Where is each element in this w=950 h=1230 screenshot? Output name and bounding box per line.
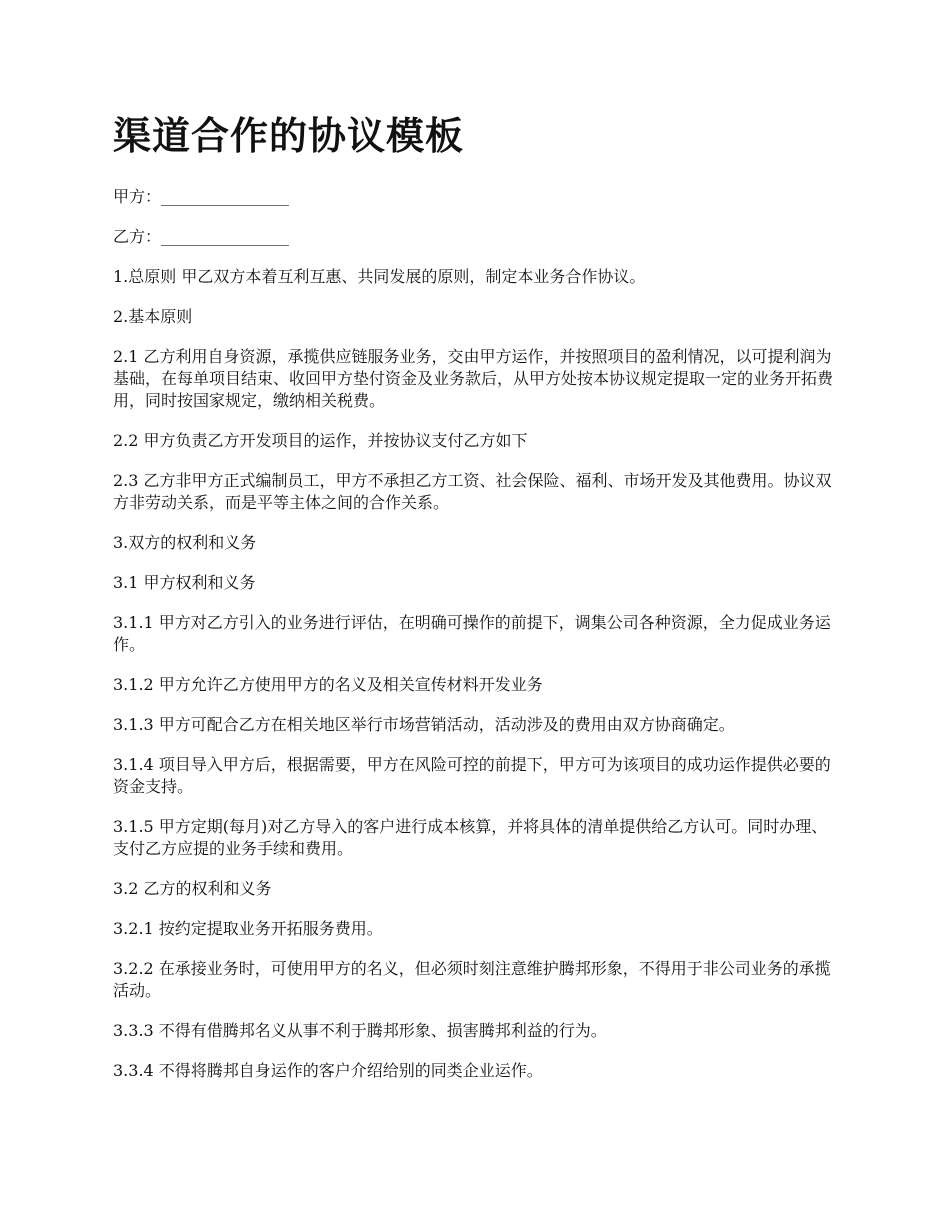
clause-3-1-5: 3.1.5 甲方定期(每月)对乙方导入的客户进行成本核算，并将具体的清单提供给乙方认可。同时办理、支付乙方应提的业务手续和费用。: [113, 817, 828, 858]
clause-1-general-principle: 1.总原则 甲乙双方本着互利互惠、共同发展的原则，制定本业务合作协议。: [113, 267, 646, 286]
document-title: 渠道合作的协议模板: [113, 113, 465, 158]
clause-2-2: 2.2 甲方负责乙方开发项目的运作，并按协议支付乙方如下: [113, 431, 528, 450]
clause-2-1: 2.1 乙方利用自身资源，承揽供应链服务业务，交由甲方运作，并按照项目的盈利情况，以可提利润为基础，在每单项目结束、收回甲方垫付资金及业务款后，从甲方处按本协议规定提取一定的业务开拓费用，同时按国家规定，缴纳相关税费。: [113, 347, 834, 410]
clause-3-1-2: 3.1.2 甲方允许乙方使用甲方的名义及相关宣传材料开发业务: [113, 675, 543, 694]
party-b-line: 乙方：________________: [113, 227, 290, 246]
section-3-heading: 3.双方的权利和义务: [113, 533, 257, 552]
clause-3-1-3: 3.1.3 甲方可配合乙方在相关地区举行市场营销活动，活动涉及的费用由双方协商确定。: [113, 715, 735, 734]
clause-3-1-4: 3.1.4 项目导入甲方后，根据需要，甲方在风险可控的前提下，甲方可为该项目的成功运作提供必要的资金支持。: [113, 755, 831, 796]
party-a-line: 甲方：________________: [113, 187, 290, 206]
clause-3-1-1: 3.1.1 甲方对乙方引入的业务进行评估，在明确可操作的前提下，调集公司各种资源，全力促成业务运作。: [113, 613, 831, 654]
section-2-heading: 2.基本原则: [113, 307, 193, 326]
clause-3-2-1: 3.2.1 按约定提取业务开拓服务费用。: [113, 919, 383, 938]
clause-3-3-4: 3.3.4 不得将腾邦自身运作的客户介绍给别的同类企业运作。: [113, 1061, 543, 1080]
clause-3-3-3: 3.3.3 不得有借腾邦名义从事不利于腾邦形象、损害腾邦利益的行为。: [113, 1021, 607, 1040]
clause-3-2-2: 3.2.2 在承接业务时，可使用甲方的名义，但必须时刻注意维护腾邦形象，不得用于非公司业务的承揽活动。: [113, 959, 831, 1000]
section-3-1-heading: 3.1 甲方权利和义务: [113, 573, 256, 592]
document-page: [113, 108, 843, 1100]
section-3-2-heading: 3.2 乙方的权利和义务: [113, 879, 272, 898]
clause-2-3: 2.3 乙方非甲方正式编制员工，甲方不承担乙方工资、社会保险、福利、市场开发及其他费用。协议双方非劳动关系，而是平等主体之间的合作关系。: [113, 471, 832, 512]
